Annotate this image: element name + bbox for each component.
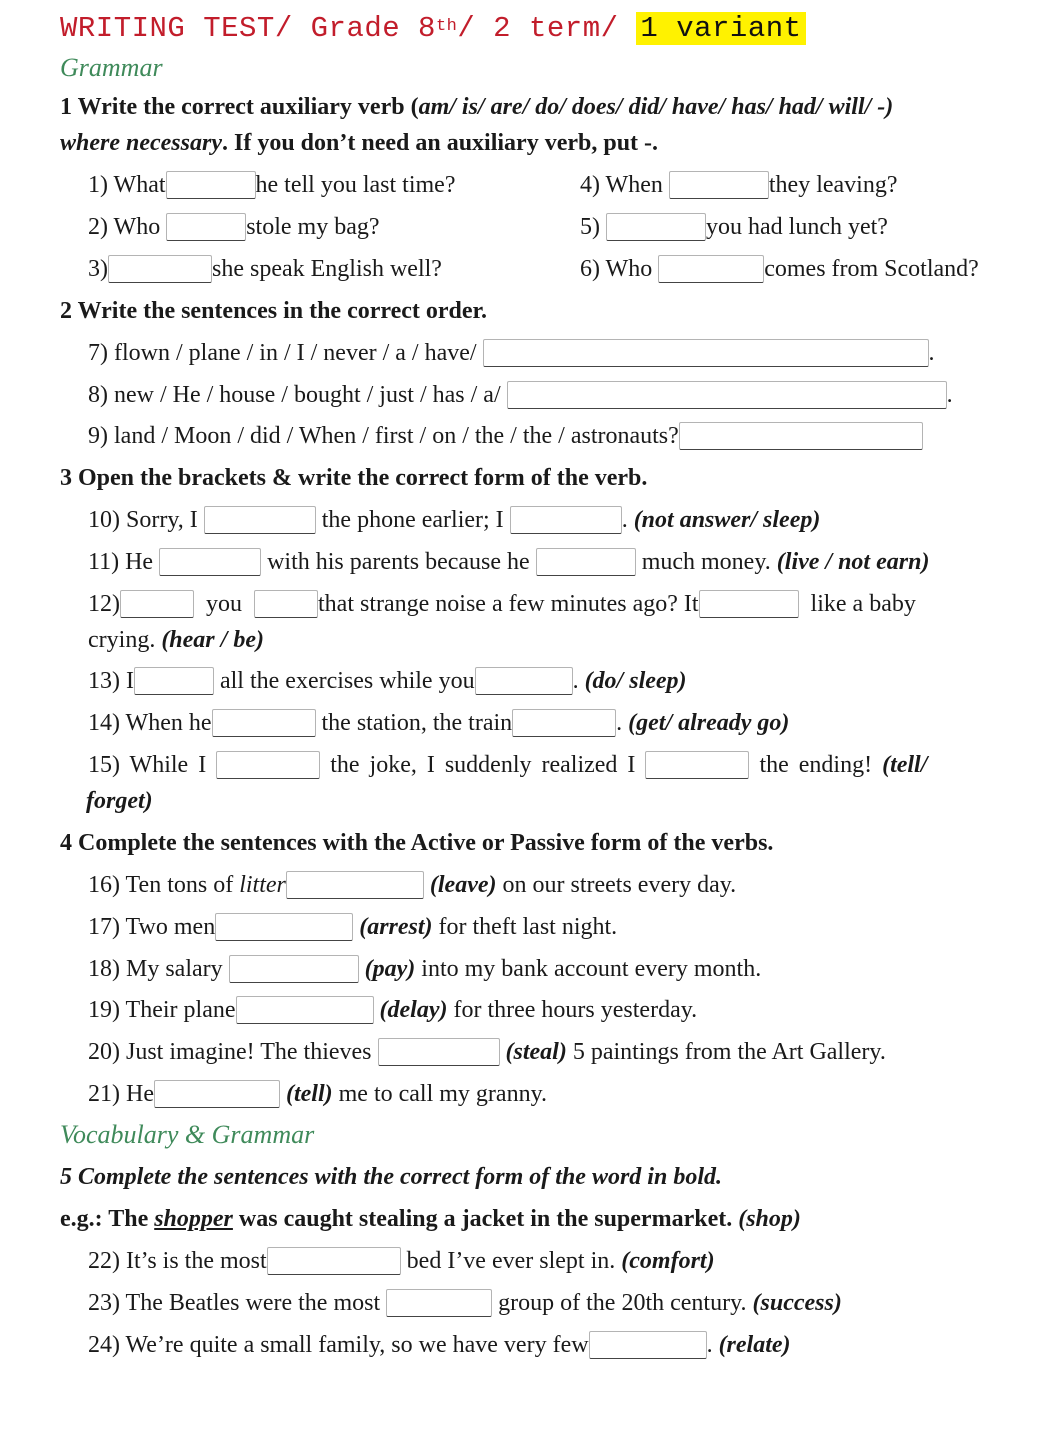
question-21: 21) He (tell) me to call my granny.: [88, 1081, 548, 1107]
question-4: 4) When they leaving?: [580, 172, 898, 198]
answer-box-1[interactable]: [166, 171, 256, 199]
answer-box-11b[interactable]: [536, 548, 636, 576]
answer-box-18[interactable]: [229, 955, 359, 983]
answer-box-12b[interactable]: [254, 590, 318, 618]
answer-box-14a[interactable]: [212, 709, 316, 737]
answer-box-10b[interactable]: [510, 506, 622, 534]
answer-box-19[interactable]: [236, 996, 374, 1024]
answer-box-15a[interactable]: [216, 751, 320, 779]
answer-box-13a[interactable]: [134, 667, 214, 695]
question-15-continued: forget): [86, 788, 153, 814]
answer-box-3[interactable]: [108, 255, 212, 283]
answer-box-11a[interactable]: [159, 548, 261, 576]
question-17: 17) Two men (arrest) for theft last night.: [88, 914, 618, 940]
answer-box-12a[interactable]: [120, 590, 194, 618]
task1-instruction-line1: 1 Write the correct auxiliary verb (am/ is/ are/ do/ does/ did/ have/ has/ had/ will/ -): [60, 94, 894, 120]
answer-box-15b[interactable]: [645, 751, 749, 779]
page-title: WRITING TEST/ Grade 8th/ 2 term/ 1 variant: [60, 14, 806, 44]
question-5: 5) you had lunch yet?: [580, 214, 888, 240]
question-18: 18) My salary (pay) into my bank account every month.: [88, 956, 762, 982]
question-7: 7) flown / plane / in / I / never / a / have/ .: [88, 340, 935, 366]
task3-instruction: 3 Open the brackets & write the correct form of the verb.: [60, 465, 648, 491]
section-grammar: Grammar: [60, 53, 163, 82]
question-19: 19) Their plane (delay) for three hours yesterday.: [88, 997, 698, 1023]
answer-box-10a[interactable]: [204, 506, 316, 534]
question-16: 16) Ten tons of litter (leave) on our streets every day.: [88, 872, 737, 898]
question-20: 20) Just imagine! The thieves (steal) 5 paintings from the Art Gallery.: [88, 1039, 886, 1065]
question-23: 23) The Beatles were the most group of the 20th century. (success): [88, 1290, 842, 1316]
answer-box-12c[interactable]: [699, 590, 799, 618]
answer-box-2[interactable]: [166, 213, 246, 241]
answer-box-24[interactable]: [589, 1331, 707, 1359]
question-6: 6) Who comes from Scotland?: [580, 256, 979, 282]
answer-box-9[interactable]: [679, 422, 923, 450]
question-24: 24) We’re quite a small family, so we have very few . (relate): [88, 1332, 791, 1358]
question-8: 8) new / He / house / bought / just / has / a/ .: [88, 382, 953, 408]
question-12: 12) you that strange noise a few minutes ago? It like a baby: [88, 591, 916, 617]
question-3: 3) she speak English well?: [88, 256, 442, 282]
answer-box-5[interactable]: [606, 213, 706, 241]
answer-box-17[interactable]: [215, 913, 353, 941]
question-10: 10) Sorry, I the phone earlier; I . (not answer/ sleep): [88, 507, 821, 533]
section-vocabulary-grammar: Vocabulary & Grammar: [60, 1120, 315, 1149]
task5-instruction: 5 Complete the sentences with the correct form of the word in bold.: [60, 1164, 722, 1190]
answer-box-23[interactable]: [386, 1289, 492, 1317]
question-9: 9) land / Moon / did / When / first / on / the / the / astronauts?: [88, 421, 923, 451]
question-2: 2) Who stole my bag?: [88, 214, 380, 240]
variant-highlight: 1 variant: [636, 12, 805, 45]
question-15: 15) While I the joke, I suddenly realized I the ending! (tell/: [88, 752, 928, 778]
answer-box-20[interactable]: [378, 1038, 500, 1066]
question-1: 1) What he tell you last time?: [88, 172, 456, 198]
answer-box-16[interactable]: [286, 871, 424, 899]
answer-box-14b[interactable]: [512, 709, 616, 737]
task5-example: e.g.: The shopper was caught stealing a jacket in the supermarket. (shop): [60, 1206, 801, 1232]
answer-box-7[interactable]: [483, 339, 929, 367]
task4-instruction: 4 Complete the sentences with the Active or Passive form of the verbs.: [60, 830, 774, 856]
task1-instruction-line2: where necessary. If you don’t need an auxiliary verb, put -.: [60, 130, 659, 156]
answer-box-22[interactable]: [267, 1247, 401, 1275]
answer-box-4[interactable]: [669, 171, 769, 199]
question-12-continued: crying. (hear / be): [88, 627, 264, 653]
question-14: 14) When he the station, the train . (get/ already go): [88, 710, 790, 736]
question-11: 11) He with his parents because he much money. (live / not earn): [88, 549, 930, 575]
question-13: 13) I all the exercises while you . (do/ sleep): [88, 668, 687, 694]
question-22: 22) It’s is the most bed I’ve ever slept in. (comfort): [88, 1248, 715, 1274]
answer-box-8[interactable]: [507, 381, 947, 409]
answer-box-21[interactable]: [154, 1080, 280, 1108]
task2-instruction: 2 Write the sentences in the correct order.: [60, 298, 487, 324]
answer-box-13b[interactable]: [475, 667, 573, 695]
answer-box-6[interactable]: [658, 255, 764, 283]
